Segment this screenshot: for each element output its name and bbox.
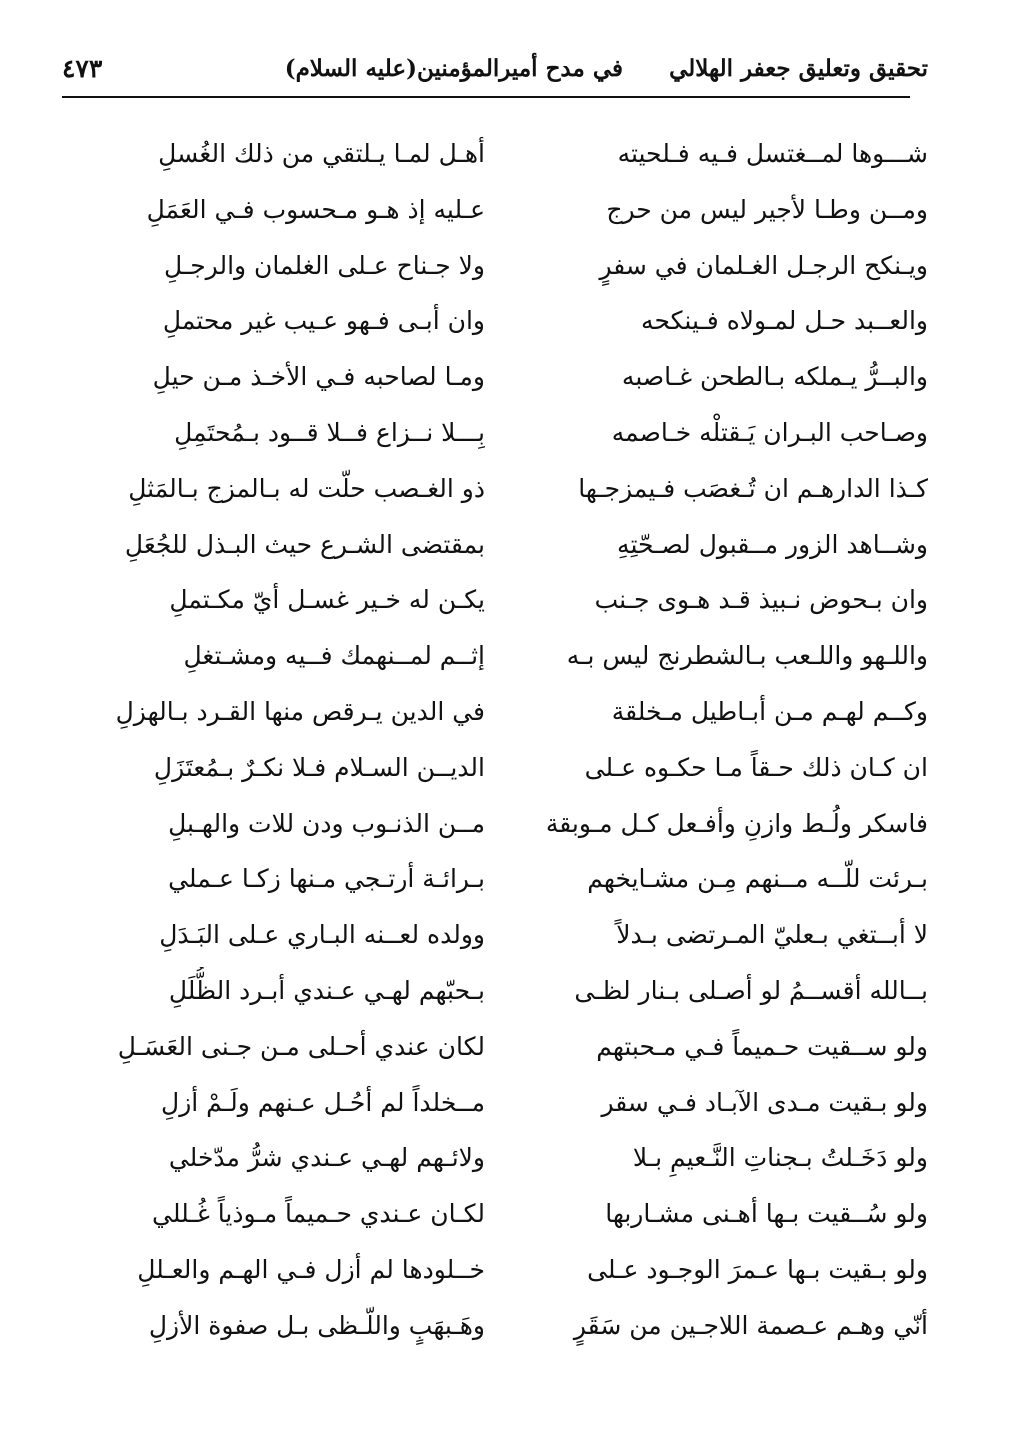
second-hemistich: لكان عندي أحـلى مـن جـنى العَسَـلِ bbox=[117, 1031, 485, 1061]
first-hemistich: كـذا الدارهـم ان تُـغصَب فـيمزجـها bbox=[578, 473, 928, 503]
second-hemistich: مــخلداً لم أحُـل عـنهم ولَـمْ أزلِ bbox=[161, 1087, 485, 1117]
second-hemistich: الديــن السـلام فـلا نكـرٌ بـمُعتَزَلِ bbox=[153, 752, 485, 782]
verse-line bbox=[80, 967, 928, 1023]
first-hemistich: ولو ســقيت حـميماً فـي مـحبتهم bbox=[596, 1031, 928, 1061]
verse-line bbox=[80, 353, 928, 409]
verse-line bbox=[80, 465, 928, 521]
second-hemistich: بـرائـة أرتـجي مـنها زكـا عـملي bbox=[168, 864, 485, 894]
second-hemistich: ولائـهم لهـي عـندي شرُّ مدّخلي bbox=[168, 1143, 485, 1173]
second-hemistich: وان أبـى فـهو عـيب غير محتملِ bbox=[162, 306, 485, 336]
first-hemistich: والعــبد حـل لمـولاه فـينكحه bbox=[641, 306, 928, 336]
second-hemistich: بـحبّهم لهـي عـندي أبـرد الظُّلَلِ bbox=[168, 975, 485, 1005]
verse-line bbox=[80, 1023, 928, 1079]
first-hemistich: فاسكر ولُـط وازنِ وأفـعل كـل مـوبقة bbox=[545, 808, 928, 838]
first-hemistich: شـــوها لمــغتسل فـيه فـلحيته bbox=[617, 139, 928, 168]
verse-line bbox=[80, 1079, 928, 1135]
first-hemistich: ولو دَخَـلتُ بـجناتِ النَّـعيمِ بـلا bbox=[632, 1143, 928, 1173]
verse-line bbox=[80, 1302, 928, 1358]
second-hemistich: لكـان عـندي حـميماً مـوذياً غُـللي bbox=[152, 1199, 485, 1229]
first-hemistich: وصـاحب البـران يَـقتلْه خـاصمه bbox=[611, 417, 928, 447]
first-hemistich: ان كـان ذلك حـقاً مـا حكـوه عـلى bbox=[584, 752, 928, 782]
first-hemistich: أنّي وهـم عـصمة اللاجـين من سَقَرٍ bbox=[573, 1310, 928, 1340]
verse-line bbox=[80, 800, 928, 856]
second-hemistich: وولده لعــنه البـاري عـلى البَـدَلِ bbox=[159, 920, 485, 950]
verse-line bbox=[80, 297, 928, 353]
verse-line bbox=[80, 1190, 928, 1246]
verse-line bbox=[80, 521, 928, 577]
verse-line bbox=[80, 186, 928, 242]
first-hemistich: ولو بـقيت مـدى الآبـاد فـي سقر bbox=[601, 1087, 928, 1117]
second-hemistich: مــن الذنـوب ودن للات والهـبلِ bbox=[168, 808, 485, 838]
second-hemistich: وهَـبهَبٍ واللّـظى بـل صفوة الأزلِ bbox=[148, 1310, 485, 1340]
first-hemistich: ويـنكح الرجـل الغـلمان في سفرٍ bbox=[599, 250, 928, 280]
second-hemistich: ذو الغـصب حلّت له بـالمزج بـالمَثلِ bbox=[128, 473, 485, 503]
second-hemistich: عـليه إذ هـو مـحسوب فـي العَمَلِ bbox=[146, 194, 485, 224]
second-hemistich: أهـل لمـا يـلتقي من ذلك الغُسلِ bbox=[158, 139, 485, 168]
second-hemistich: بمقتضى الشـرع حيث البـذل للجُعَلِ bbox=[124, 529, 485, 559]
verse-line bbox=[80, 242, 928, 298]
first-hemistich: وان بـحوض نـبيذ قـد هـوى جـنب bbox=[594, 585, 928, 615]
second-hemistich: إثــم لمــنهمك فــيه ومشـتغلِ bbox=[183, 641, 485, 671]
verse-line bbox=[80, 1134, 928, 1190]
first-hemistich: ومــن وطـا لأجير ليس من حرج bbox=[606, 194, 928, 224]
first-hemistich: بــالله أقســمُ لو أصـلى بـنار لظـى bbox=[574, 975, 928, 1005]
poem bbox=[80, 130, 928, 1358]
page-number: ٤٧٣ bbox=[62, 54, 103, 83]
first-hemistich: ولو سُــقيت بـها أهـنى مشـاربها bbox=[605, 1199, 928, 1229]
second-hemistich: بِـــلا نــزاع فــلا قــود بـمُحتَمِلِ bbox=[174, 417, 485, 447]
first-hemistich: بـرئت للّــه مــنهم مِـن مشـايخهم bbox=[587, 864, 928, 894]
first-hemistich: وشــاهد الزور مــقبول لصـحّتِهِ bbox=[617, 529, 928, 559]
verse-line bbox=[80, 1246, 928, 1302]
verse-line bbox=[80, 409, 928, 465]
header-rule bbox=[62, 96, 910, 98]
second-hemistich: في الدين يـرقص منها القـرد بـالهزلِ bbox=[115, 696, 485, 726]
verse-line bbox=[80, 130, 928, 186]
second-hemistich: يكـن له خـير غسـل أيّ مكـتملِ bbox=[169, 585, 485, 615]
verse-line bbox=[80, 744, 928, 800]
page-header bbox=[62, 44, 928, 96]
second-hemistich: ومـا لصاحبه فـي الأخـذ مـن حيلِ bbox=[152, 362, 485, 392]
first-hemistich: والبــرُّ يـملكه بـالطحن غـاصبه bbox=[621, 362, 928, 392]
verse-line bbox=[80, 911, 928, 967]
first-hemistich: لا أبــتغي بـعليّ المـرتضى بـدلاً bbox=[616, 920, 928, 950]
second-hemistich: ولا جـناح عـلى الغلمان والرجـلِ bbox=[163, 250, 485, 280]
first-hemistich: واللـهو واللـعب بـالشطرنج ليس بـه bbox=[566, 641, 928, 671]
verse-line bbox=[80, 688, 928, 744]
second-hemistich: خــلودها لم أزل فـي الهـم والعـللِ bbox=[137, 1254, 485, 1284]
verse-line bbox=[80, 855, 928, 911]
verse-line bbox=[80, 632, 928, 688]
verse-line bbox=[80, 576, 928, 632]
running-title: تحقيق وتعليق جعفر الهلالي bbox=[669, 55, 928, 82]
running-subtitle: في مدح أميرالمؤمنين(عليه السلام) bbox=[284, 55, 623, 82]
first-hemistich: ولو بـقيت بـها عـمرَ الوجـود عـلى bbox=[587, 1254, 928, 1284]
first-hemistich: وكــم لهـم مـن أبـاطيل مـخلقة bbox=[611, 696, 928, 726]
